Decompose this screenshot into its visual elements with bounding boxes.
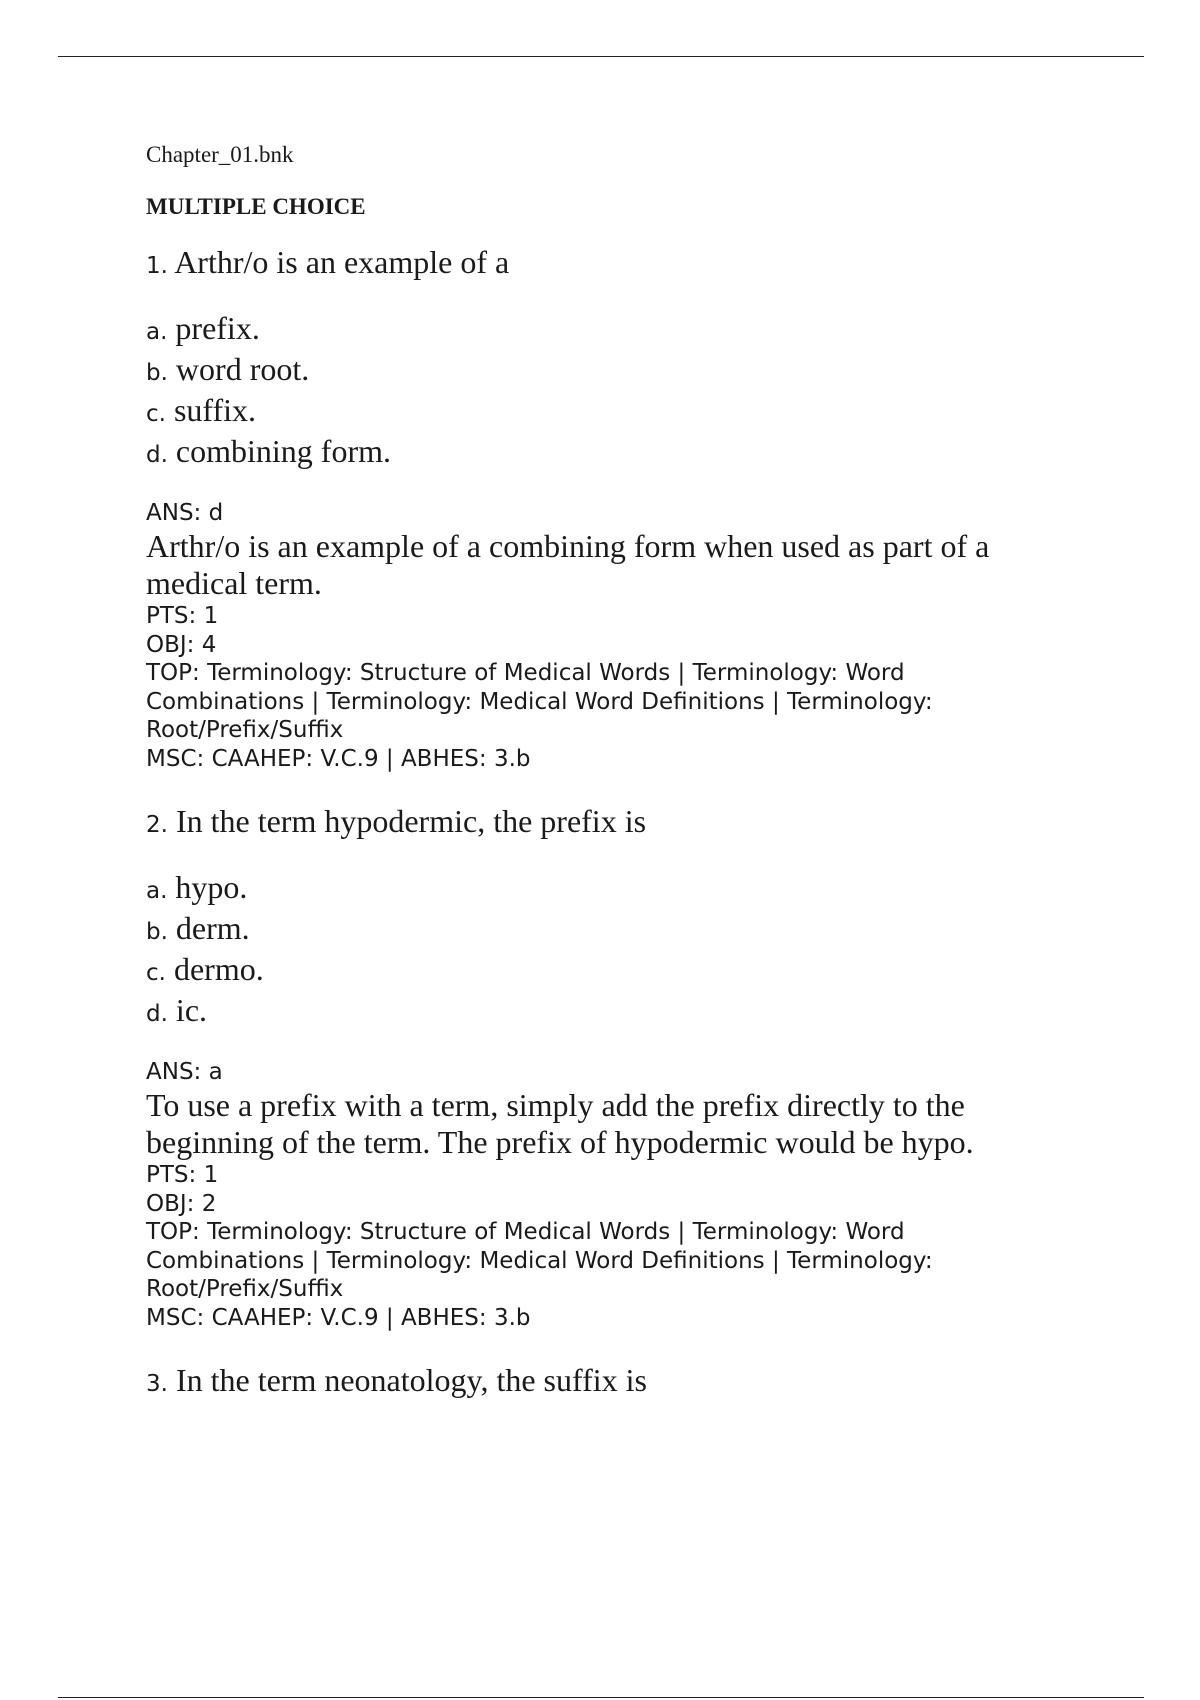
question-2: [146, 801, 1046, 1332]
question-number: 3.: [146, 1371, 168, 1397]
question-text: In the term neonatology, the suffix is: [175, 1362, 647, 1398]
topics: TOP: Terminology: Structure of Medical Words | Terminology: Word Combinations | Terminology: Medical Word Definitions | Terminology: Root/Prefix/Suffix: [146, 660, 933, 743]
choice-letter: c.: [146, 960, 166, 986]
choice-letter: a.: [146, 319, 168, 345]
question-3: [146, 1360, 1046, 1404]
section-title: MULTIPLE CHOICE: [146, 194, 366, 219]
choice-text: derm.: [175, 910, 250, 946]
question-text: Arthr/o is an example of a: [174, 244, 510, 280]
choice-c: [146, 392, 1046, 433]
question-stem: [146, 801, 1046, 845]
choice-text: suffix.: [173, 392, 257, 428]
choice-b: [146, 351, 1046, 392]
choice-c: [146, 951, 1046, 992]
choice-list: [146, 310, 1046, 474]
question-number: 2.: [146, 812, 168, 838]
choice-text: prefix.: [175, 310, 260, 346]
question-stem: [146, 1360, 1046, 1404]
choice-text: ic.: [175, 992, 208, 1028]
rationale: Arthr/o is an example of a combining form when used as part of a medical term.: [146, 528, 990, 601]
answer-key: ANS: a: [146, 1059, 223, 1085]
choice-list: [146, 869, 1046, 1033]
choice-text: dermo.: [173, 951, 264, 987]
choice-text: hypo.: [175, 869, 248, 905]
points: PTS: 1: [146, 603, 219, 629]
document-page: [146, 140, 1046, 1404]
top-rule: [58, 56, 1144, 57]
rationale: To use a prefix with a term, simply add the prefix directly to the beginning of the term. The prefix of hypodermic would be hypo.: [146, 1087, 974, 1160]
question-text: In the term hypodermic, the prefix is: [175, 803, 647, 839]
choice-a: [146, 310, 1046, 351]
question-1: [146, 242, 1046, 773]
misc-standards: MSC: CAAHEP: V.C.9 | ABHES: 3.b: [146, 745, 531, 772]
bottom-rule: [58, 1697, 1144, 1698]
choice-letter: b.: [146, 360, 168, 386]
choice-d: [146, 433, 1046, 474]
choice-letter: d.: [146, 1001, 168, 1027]
choice-text: combining form.: [175, 433, 391, 469]
question-number: 1.: [146, 253, 168, 279]
objective: OBJ: 2: [146, 1190, 217, 1217]
misc-standards: MSC: CAAHEP: V.C.9 | ABHES: 3.b: [146, 1304, 531, 1331]
topics: TOP: Terminology: Structure of Medical Words | Terminology: Word Combinations | Terminology: Medical Word Definitions | Terminology: Root/Prefix/Suffix: [146, 1219, 933, 1302]
choice-letter: d.: [146, 442, 168, 468]
choice-d: [146, 992, 1046, 1033]
choice-a: [146, 869, 1046, 910]
choice-letter: a.: [146, 878, 168, 904]
filename: Chapter_01.bnk: [146, 142, 294, 167]
choice-b: [146, 910, 1046, 951]
choice-letter: c.: [146, 401, 166, 427]
choice-letter: b.: [146, 919, 168, 945]
question-stem: [146, 242, 1046, 286]
objective: OBJ: 4: [146, 631, 217, 658]
answer-key: ANS: d: [146, 500, 224, 526]
choice-text: word root.: [175, 351, 310, 387]
points: PTS: 1: [146, 1162, 219, 1188]
